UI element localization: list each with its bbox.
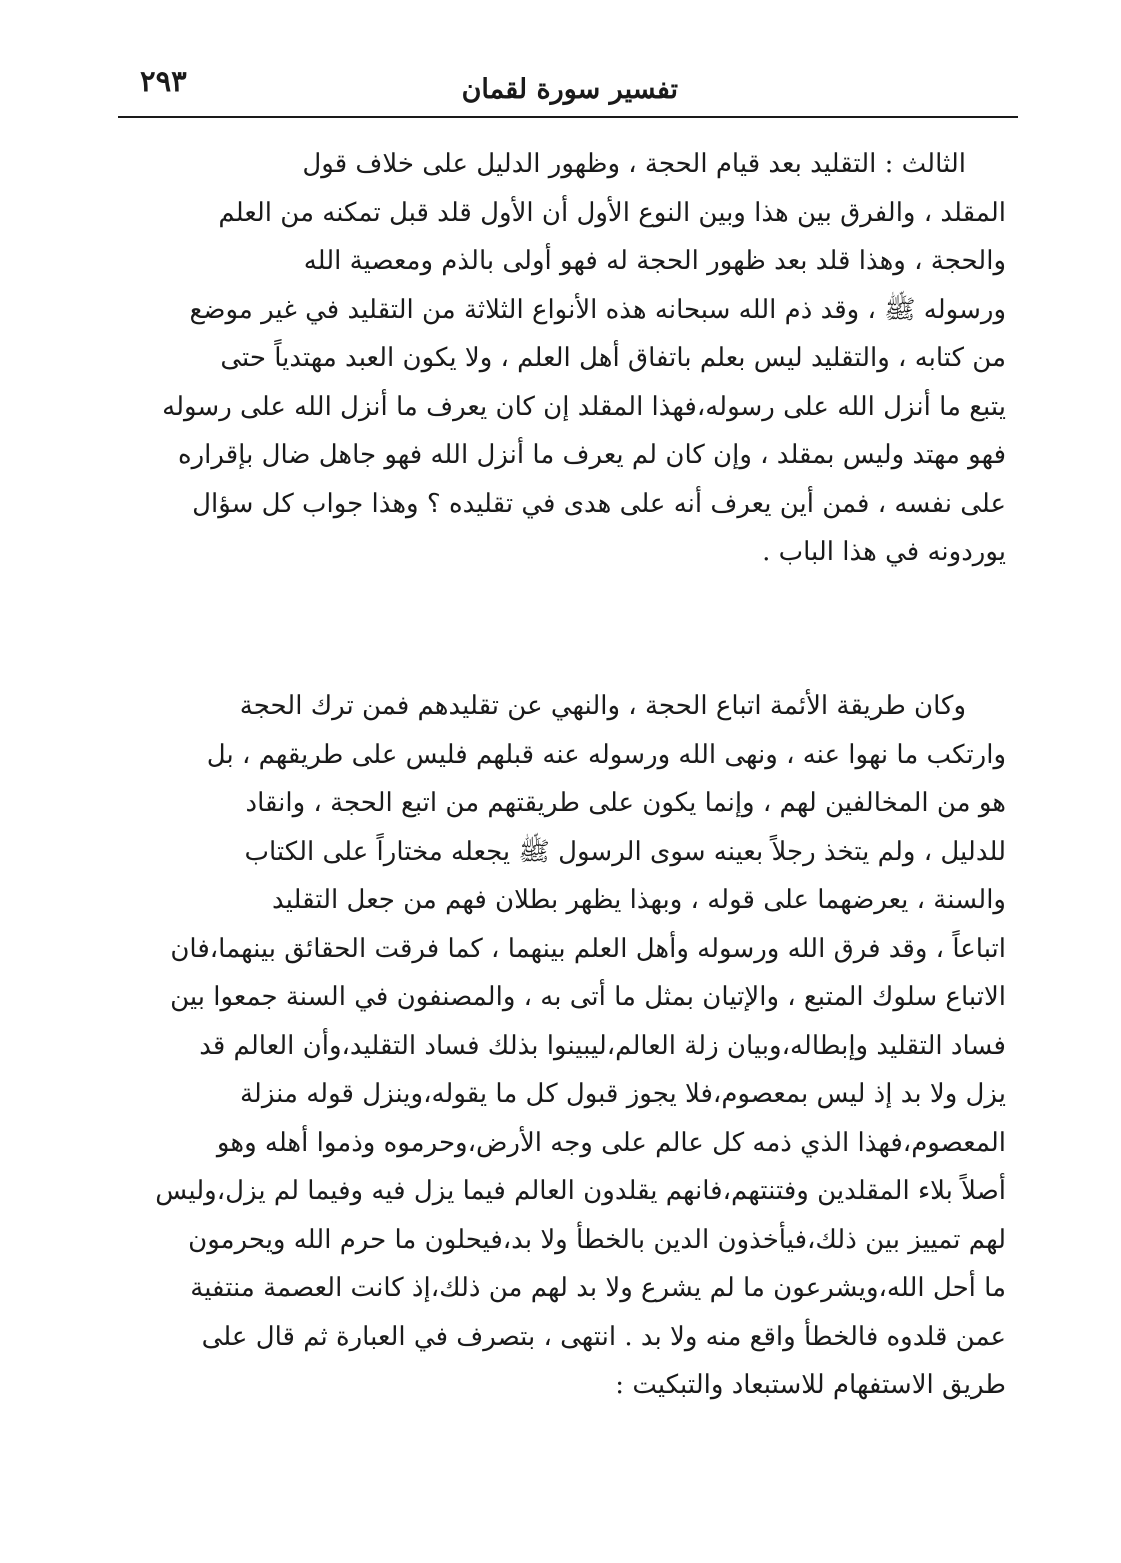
text-line: وكان طريقة الأئمة اتباع الحجة ، والنهي عن تقليدهم فمن ترك الحجة xyxy=(239,691,966,721)
running-title: تفسير سورة لقمان xyxy=(461,74,678,105)
text-line: يتبع ما أنزل الله على رسوله،فهذا المقلد إن كان يعرف ما أنزل الله على رسوله xyxy=(162,391,1006,422)
text-line: والحجة ، وهذا قلد بعد ظهور الحجة له فهو أولى بالذم ومعصية الله xyxy=(303,246,1006,276)
text-line: للدليل ، ولم يتخذ رجلاً بعينه سوى الرسول ﷺ يجعله مختاراً على الكتاب xyxy=(244,836,1006,867)
text-line: يوردونه في هذا الباب . xyxy=(762,537,1006,567)
text-line: الاتباع سلوك المتبع ، والإتيان بمثل ما أتى به ، والمصنفون في السنة جمعوا بين xyxy=(170,982,1006,1012)
text-line: من كتابه ، والتقليد ليس بعلم باتفاق أهل العلم ، ولا يكون العبد مهتدياً حتى xyxy=(220,343,1006,373)
text-line: ما أحل الله،ويشرعون ما لم يشرع ولا بد لهم من ذلك،إذ كانت العصمة منتفية xyxy=(190,1273,1006,1303)
page-header xyxy=(118,56,1018,118)
paragraph-1 xyxy=(128,140,1006,577)
text-line: ورسوله ﷺ ، وقد ذم الله سبحانه هذه الأنواع الثلاثة من التقليد في غير موضع xyxy=(189,294,1006,325)
text-line: فهو مهتد وليس بمقلد ، وإن كان لم يعرف ما أنزل الله فهو جاهل ضال بإقراره xyxy=(177,440,1006,470)
text-line: عمن قلدوه فالخطأ واقع منه ولا بد . انتهى ، بتصرف في العبارة ثم قال على xyxy=(201,1321,1006,1352)
text-line: المعصوم،فهذا الذي ذمه كل عالم على وجه الأرض،وحرموه وذموا أهله وهو xyxy=(216,1127,1006,1158)
header-rule xyxy=(118,116,1018,118)
text-line: والسنة ، يعرضهما على قوله ، وبهذا يظهر بطلان فهم من جعل التقليد xyxy=(272,885,1006,915)
text-line: الثالث : التقليد بعد قيام الحجة ، وظهور الدليل على خلاف قول xyxy=(302,149,966,179)
text-line: فساد التقليد وإبطاله،وبيان زلة العالم،ليبينوا بذلك فساد التقليد،وأن العالم قد xyxy=(199,1030,1006,1061)
text-line: على نفسه ، فمن أين يعرف أنه على هدى في تقليده ؟ وهذا جواب كل سؤال xyxy=(192,488,1006,519)
page-number: ٢٩٣ xyxy=(140,64,187,98)
text-line: اتباعاً ، وقد فرق الله ورسوله وأهل العلم بينهما ، كما فرقت الحقائق بينهما،فان xyxy=(170,933,1006,964)
text-line: يزل ولا بد إذ ليس بمعصوم،فلا يجوز قبول كل ما يقوله،وينزل قوله منزلة xyxy=(239,1079,1006,1109)
text-line: لهم تمييز بين ذلك،فيأخذون الدين بالخطأ ولا بد،فيحلون ما حرم الله ويحرمون xyxy=(188,1224,1006,1255)
paragraph-2 xyxy=(128,682,1006,1410)
text-line: وارتكب ما نهوا عنه ، ونهى الله ورسوله عنه قبلهم فليس على طريقهم ، بل xyxy=(206,739,1006,770)
text-line: طريق الاستفهام للاستبعاد والتبكيت : xyxy=(615,1370,1006,1400)
text-line: أصلاً بلاء المقلدين وفتنتهم،فانهم يقلدون العالم فيما يزل فيه وفيما لم يزل،وليس xyxy=(155,1176,1006,1206)
text-line: هو من المخالفين لهم ، وإنما يكون على طريقتهم من اتبع الحجة ، وانقاد xyxy=(245,788,1006,818)
text-line: المقلد ، والفرق بين هذا وبين النوع الأول أن الأول قلد قبل تمكنه من العلم xyxy=(218,197,1006,228)
